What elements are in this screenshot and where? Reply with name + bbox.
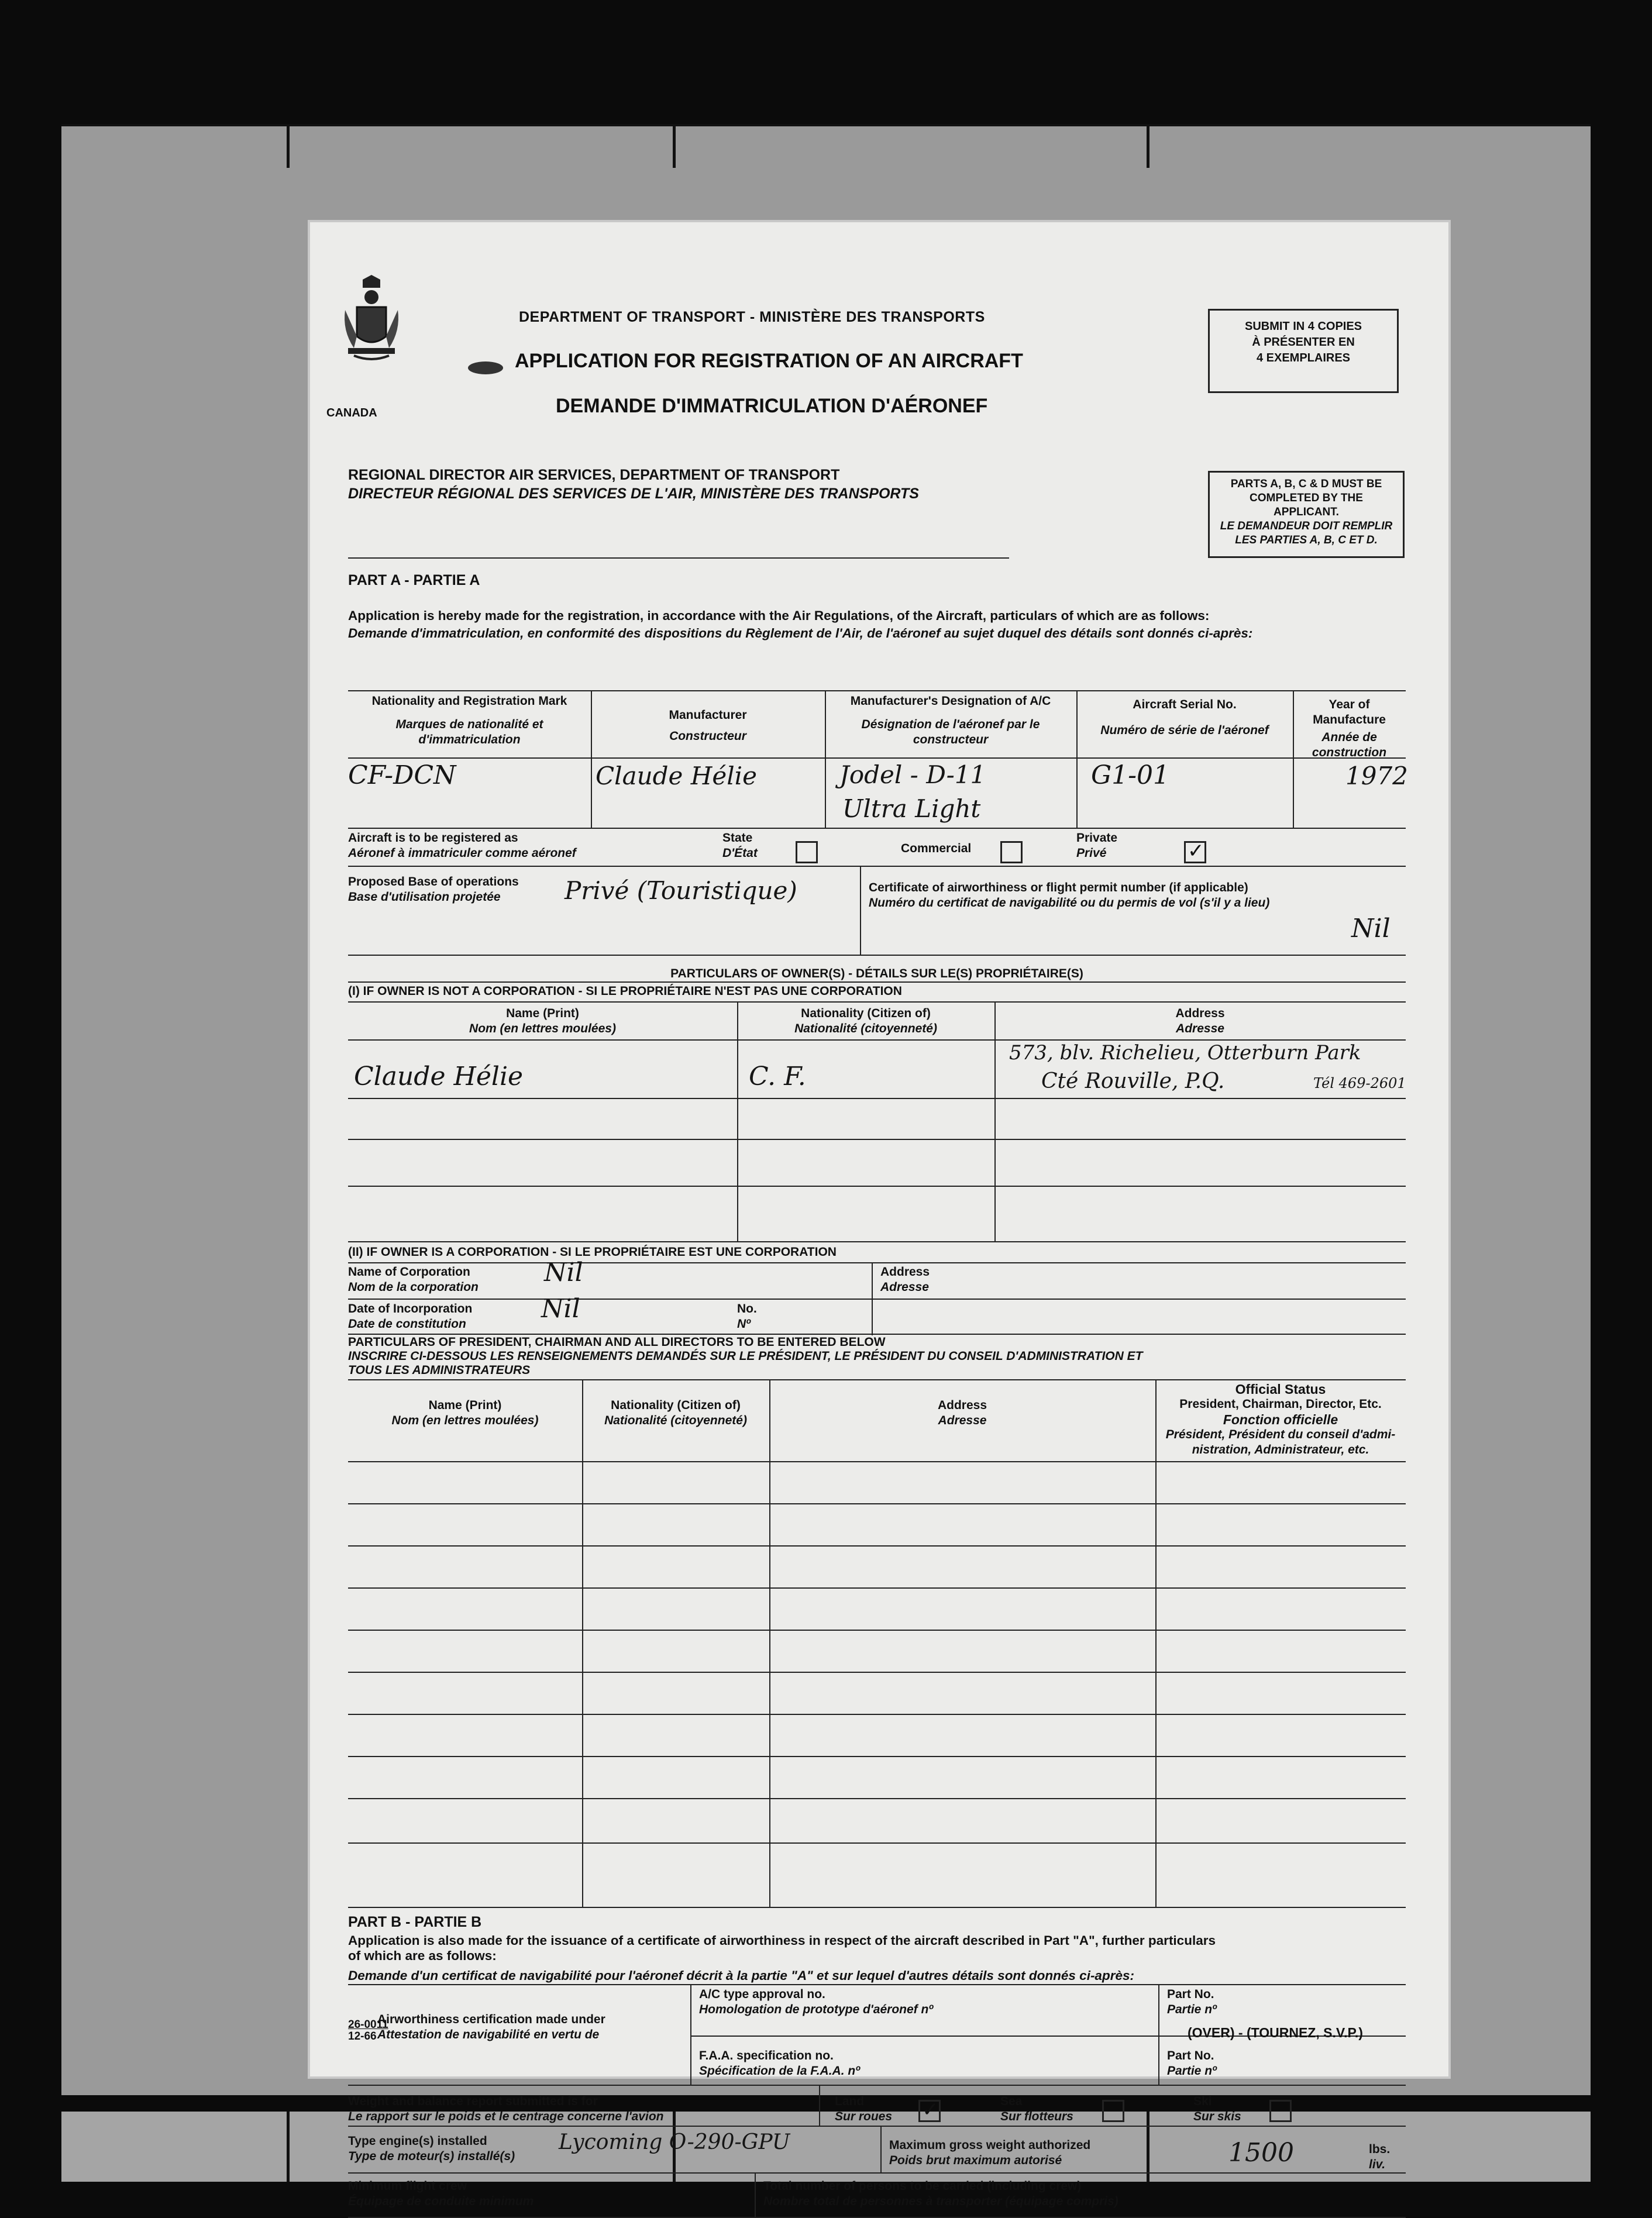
part-no-fr-1: Partie nº [1167, 2003, 1217, 2016]
weight-report-label [348, 2094, 663, 2124]
director-row-line-6 [348, 1714, 1406, 1715]
land-en: Land [835, 2095, 865, 2108]
director-row-line-7 [348, 1756, 1406, 1757]
part-no-fr-2: Partie nº [1167, 2064, 1217, 2078]
directors-heading-fr-1: INSCRIRE CI-DESSOUS LES RENSEIGNEMENTS DEMANDÉS SUR LE PRÉSIDENT, LE PRÉSIDENT DU CONSEIL D'ADMINISTRATION ET [348, 1349, 1143, 1363]
engine-fr: Type de moteur(s) installé(s) [348, 2150, 515, 2163]
top-divider-mid [673, 124, 676, 168]
owner-address-line-2: Cté Rouville, P.Q. [1041, 1069, 1225, 1093]
owner-table-bottom [348, 1241, 1406, 1242]
corp-date-label [348, 1301, 472, 1332]
crew-label [348, 2179, 534, 2209]
private-en: Private [1076, 831, 1118, 845]
col-registration-en: Nationality and Registration Mark [371, 694, 567, 708]
part-no-label-2 [1167, 2048, 1217, 2079]
manufacturer-value: Claude Hélie [596, 762, 757, 790]
engine-label [348, 2134, 515, 2164]
col-year-en: Year of Manufacture [1313, 698, 1386, 726]
commercial-label: Commercial [901, 842, 972, 855]
top-divider-right [1147, 124, 1149, 168]
max-weight-en: Maximum gross weight authorized [889, 2138, 1091, 2152]
corp-name-label [348, 1265, 479, 1295]
owner-nat-en: Nationality (Citizen of) [801, 1007, 931, 1020]
part-no-label-1 [1167, 1987, 1217, 2017]
cert-value: Nil [1351, 914, 1391, 943]
owner-row-line-1 [348, 1039, 1406, 1041]
turn-over-note: (OVER) - (TOURNEZ, S.V.P.) [1188, 2025, 1363, 2040]
director-row-line-4 [348, 1630, 1406, 1631]
form-date-value: 12-66 [348, 2030, 377, 2043]
form-title-en: APPLICATION FOR REGISTRATION OF AN AIRCRAFT [515, 350, 1023, 372]
base-fr: Base d'utilisation projetée [348, 890, 501, 904]
faa-fr: Spécification de la F.A.A. nº [699, 2064, 860, 2078]
director-addr-header [769, 1398, 1155, 1428]
directors-heading-en: PARTICULARS OF PRESIDENT, CHAIRMAN AND ALL DIRECTORS TO BE ENTERED BELOW [348, 1335, 886, 1349]
sea-fr: Sur flotteurs [1000, 2110, 1073, 2123]
designation-value-1: Jodel - D-11 [839, 760, 986, 789]
directors-header-bottom [348, 1461, 1406, 1462]
designation-value-2: Ultra Light [842, 794, 981, 823]
category-row-bottom [348, 866, 1406, 867]
engine-en: Type engine(s) installed [348, 2134, 487, 2148]
director-row-line-1 [348, 1503, 1406, 1504]
director-nat-header [582, 1398, 769, 1428]
part-b-row-line-1 [348, 2085, 1406, 2086]
part-b-intro-fr: Demande d'un certificat de navigabilité pour l'aéronef décrit à la partie "A" et sur lequel d'autres détails sont donnés ci-après: [348, 1968, 1134, 1983]
col-designation-en: Manufacturer's Designation of A/C [850, 694, 1051, 708]
submit-line-3: 4 EXEMPLAIRES [1256, 352, 1351, 364]
cert-under-fr: Attestation de navigabilité en vertu de [377, 2028, 600, 2041]
private-checkbox[interactable] [1184, 841, 1206, 863]
parts-en-1: PARTS A, B, C & D MUST BE [1230, 478, 1382, 490]
director-nat-fr: Nationalité (citoyenneté) [604, 1414, 747, 1427]
director-status-2: President, Chairman, Director, Etc. [1179, 1397, 1382, 1411]
corp-address-label [880, 1265, 930, 1295]
corp-name-fr: Nom de la corporation [348, 1280, 479, 1294]
register-as-en: Aircraft is to be registered as [348, 831, 518, 845]
department-title: DEPARTMENT OF TRANSPORT - MINISTÈRE DES TRANSPORTS [519, 309, 985, 325]
corp-date-value: Nil [541, 1294, 580, 1324]
owners-heading: PARTICULARS OF OWNER(S) - DÉTAILS SUR LE(S) PROPRIÉTAIRE(S) [670, 967, 1083, 980]
crew-divider [755, 2172, 756, 2217]
ink-smudge [468, 361, 503, 374]
part-b-heading: PART B - PARTIE B [348, 1914, 482, 1930]
faa-label [699, 2048, 860, 2079]
part-b-table-top [348, 1984, 1406, 1985]
type-approval-en: A/C type approval no. [699, 1988, 825, 2001]
owner-addr-fr: Adresse [1176, 1022, 1224, 1035]
director-row-line-5 [348, 1672, 1406, 1673]
faa-en: F.A.A. specification no. [699, 2049, 834, 2062]
part-b-row-line-3 [348, 2172, 1406, 2174]
corp-name-en: Name of Corporation [348, 1265, 470, 1279]
owner-name-value: Claude Hélie [354, 1062, 524, 1091]
col-serial-en: Aircraft Serial No. [1133, 698, 1237, 711]
not-corp-heading: (I) IF OWNER IS NOT A CORPORATION - SI LE PROPRIÉTAIRE N'EST PAS UNE CORPORATION [348, 984, 902, 998]
part-b-intro-en-2: of which are as follows: [348, 1948, 497, 1963]
part-b-row-line-2 [348, 2126, 1406, 2127]
submit-line-1: SUBMIT IN 4 COPIES [1244, 320, 1362, 333]
weight-report-fr: Le rapport sur le poids et le centrage concerne l'avion [348, 2110, 664, 2123]
cert-label [869, 880, 1269, 911]
check-mark-icon: ✓ [922, 2098, 939, 2121]
check-mark-icon: ✓ [1188, 839, 1204, 863]
gear-divider [819, 2085, 820, 2126]
weight-report-en: Weight and balance report submitted is for [348, 2095, 598, 2108]
director-name-header [348, 1398, 582, 1428]
owner-row-line-3 [348, 1139, 1406, 1140]
register-as-fr: Aéronef à immatriculer comme aéronef [348, 846, 576, 860]
top-border-line [61, 124, 1591, 126]
base-cert-divider [860, 866, 861, 955]
parts-required-box [1208, 471, 1405, 558]
persons-en: Total number of persons to be carried (including crew) [763, 2179, 1082, 2193]
ski-fr: Sur skis [1193, 2110, 1241, 2123]
owner-addr-header [994, 1006, 1406, 1036]
private-label [1076, 831, 1117, 861]
corp-date-en: Date of Incorporation [348, 1302, 473, 1315]
owner-col-div-2 [994, 1001, 996, 1241]
cert-fr: Numéro du certificat de navigabilité ou du permis de vol (s'il y a lieu) [869, 896, 1270, 910]
director-row-line-8 [348, 1798, 1406, 1799]
owner-nationality-value: C. F. [749, 1062, 806, 1091]
bottom-strip [61, 2112, 1591, 2182]
top-divider-left [287, 124, 290, 168]
part-no-en-1: Part No. [1167, 1988, 1214, 2001]
directors-table-bottom [348, 1907, 1406, 1908]
owner-row-line-4 [348, 1186, 1406, 1187]
col-manufacturer-header [591, 708, 825, 744]
form-title-fr: DEMANDE D'IMMATRICULATION D'AÉRONEF [556, 395, 988, 417]
year-value: 1972 [1345, 762, 1408, 790]
state-checkbox[interactable] [796, 841, 818, 863]
director-addr-en: Address [937, 1399, 987, 1412]
part-b-intro-en-1: Application is also made for the issuance of a certificate of airworthiness in respect of the aircraft described in Part "A", further particulars [348, 1933, 1216, 1948]
addressee-en: REGIONAL DIRECTOR AIR SERVICES, DEPARTMENT OF TRANSPORT [348, 467, 840, 483]
directors-col-div-1 [582, 1379, 583, 1907]
crew-en: Minimum flight crew [348, 2179, 467, 2193]
commercial-checkbox[interactable] [1000, 841, 1023, 863]
corp-heading-line [348, 1262, 1406, 1263]
corp-date-fr: Date de constitution [348, 1317, 466, 1331]
addressee-line [348, 557, 1009, 559]
owner-nat-header [737, 1006, 994, 1036]
land-checkbox[interactable] [918, 2100, 941, 2122]
directors-heading-fr-2: TOUS LES ADMINISTRATEURS [348, 1363, 531, 1377]
col-registration-fr: Marques de nationalité et d'immatriculation [395, 718, 543, 746]
part-b-div-1 [690, 1984, 691, 2085]
ski-en: Ski [1193, 2095, 1212, 2108]
director-status-1: Official Status [1235, 1382, 1326, 1397]
owner-col-div-1 [737, 1001, 738, 1241]
col-serial-fr: Numéro de série de l'aéronef [1100, 724, 1269, 737]
persons-fr: Nombre total de personnes à transporter (équipage compris) [763, 2195, 1118, 2208]
director-row-line-2 [348, 1545, 1406, 1547]
type-approval-label [699, 1987, 933, 2017]
coat-of-arms-emblem [339, 275, 404, 374]
part-a-heading: PART A - PARTIE A [348, 572, 480, 588]
base-en: Proposed Base of operations [348, 875, 519, 888]
base-value: Privé (Touristique) [565, 876, 797, 905]
max-weight-label [889, 2138, 1090, 2168]
directors-table-top [348, 1379, 1406, 1380]
corp-name-value: Nil [544, 1258, 583, 1287]
col-registration-header [348, 694, 591, 748]
director-status-4: Président, Président du conseil d'admi- [1165, 1428, 1396, 1441]
sea-checkbox[interactable] [1102, 2100, 1124, 2122]
crew-fr: Équipage de conduite minimum [348, 2195, 534, 2208]
director-row-line-3 [348, 1587, 1406, 1589]
submit-line-2: À PRÉSENTER EN [1252, 336, 1355, 349]
state-en: State [722, 831, 753, 845]
parts-fr-1: LE DEMANDEUR DOIT REMPLIR [1220, 520, 1393, 532]
col-serial-header [1076, 697, 1293, 738]
aircraft-table-header-bottom [348, 757, 1406, 759]
aircraft-table-bottom [348, 828, 1406, 829]
state-label [722, 831, 758, 861]
ski-checkbox[interactable] [1269, 2100, 1292, 2122]
max-weight-value: 1500 [1228, 2138, 1294, 2168]
sea-en: Sea [1000, 2095, 1023, 2108]
col-manufacturer-en: Manufacturer [669, 708, 747, 722]
col-year-fr: Année de construction [1312, 731, 1387, 759]
ski-label [1193, 2094, 1241, 2124]
corp-row-line [348, 1299, 1406, 1300]
engine-value: Lycoming O-290-GPU [559, 2130, 790, 2154]
engine-divider [880, 2126, 882, 2172]
col-year-header [1293, 697, 1406, 760]
part-a-intro-en: Application is hereby made for the registration, in accordance with the Air Regulations, of the Aircraft, particulars of which are as follows: [348, 608, 1210, 623]
owner-addr-en: Address [1175, 1007, 1225, 1020]
director-name-fr: Nom (en lettres moulées) [391, 1414, 539, 1427]
corp-address-en: Address [880, 1265, 930, 1279]
owner-row-line-2 [348, 1098, 1406, 1099]
state-fr: D'État [722, 846, 758, 860]
corp-no-label [737, 1301, 757, 1332]
director-status-header [1155, 1382, 1406, 1458]
col-designation-fr: Désignation de l'aéronef par le constructeur [861, 718, 1040, 746]
unit-en: lbs. [1369, 2143, 1391, 2156]
bottom-divider-left [287, 2112, 290, 2182]
type-approval-fr: Homologation de prototype d'aéronef nº [699, 2003, 933, 2016]
cert-under-label [377, 2012, 605, 2043]
owner-name-header [348, 1006, 737, 1036]
country-label: CANADA [326, 407, 377, 419]
part-a-intro-fr: Demande d'immatriculation, en conformité des dispositions du Règlement de l'Air, de l'aéronef au sujet duquel des détails sont donnés ci-après: [348, 626, 1253, 640]
director-nat-en: Nationality (Citizen of) [611, 1399, 741, 1412]
parts-en-2: COMPLETED BY THE [1250, 492, 1363, 504]
land-fr: Sur roues [835, 2110, 893, 2123]
form-number [348, 2019, 388, 2043]
registration-value: CF-DCN [348, 760, 456, 790]
persons-label [763, 2179, 1118, 2209]
private-fr: Privé [1076, 846, 1107, 860]
registration-form [310, 222, 1448, 2208]
owners-section-top [348, 955, 1406, 956]
directors-col-div-2 [769, 1379, 770, 1907]
bottom-divider-right [1147, 2112, 1149, 2182]
parts-fr-2: LES PARTIES A, B, C ET D. [1235, 534, 1378, 546]
cert-under-en: Airworthiness certification made under [377, 2013, 605, 2026]
corp-no-fr: Nº [737, 1317, 751, 1331]
owner-table-top [348, 1001, 1406, 1003]
director-status-5: nistration, Administrateur, etc. [1192, 1443, 1369, 1456]
max-weight-fr: Poids brut maximum autorisé [889, 2154, 1062, 2167]
base-label [348, 874, 519, 905]
register-as-label [348, 831, 576, 861]
owner-address-line-1: 573, blv. Richelieu, Otterburn Park [1009, 1041, 1361, 1065]
part-b-div-2 [1158, 1984, 1159, 2085]
form-number-value: 26-0011 [348, 2019, 388, 2031]
owner-name-fr: Nom (en lettres moulées) [469, 1022, 616, 1035]
unit-fr: liv. [1369, 2158, 1386, 2171]
part-no-en-2: Part No. [1167, 2049, 1214, 2062]
corp-address-fr: Adresse [880, 1280, 929, 1294]
owner-nat-fr: Nationalité (citoyenneté) [794, 1022, 937, 1035]
owner-phone: Tél 469-2601 [1313, 1075, 1406, 1091]
director-row-line-9 [348, 1842, 1406, 1844]
director-status-3: Fonction officielle [1223, 1412, 1338, 1427]
sea-label [1000, 2094, 1073, 2124]
cert-en: Certificate of airworthiness or flight permit number (if applicable) [869, 881, 1248, 894]
addressee-fr: DIRECTEUR RÉGIONAL DES SERVICES DE L'AIR, MINISTÈRE DES TRANSPORTS [348, 485, 919, 502]
serial-value: G1-01 [1091, 760, 1169, 790]
owners-heading-line [348, 981, 1406, 983]
owner-name-en: Name (Print) [506, 1007, 579, 1020]
col-manufacturer-fr: Constructeur [669, 729, 746, 743]
director-addr-fr: Adresse [938, 1414, 987, 1427]
directors-col-div-3 [1155, 1379, 1157, 1907]
director-name-en: Name (Print) [428, 1399, 502, 1412]
corp-heading: (II) IF OWNER IS A CORPORATION - SI LE PROPRIÉTAIRE EST UNE CORPORATION [348, 1245, 837, 1259]
parts-en-3: APPLICANT. [1274, 506, 1339, 518]
corp-no-en: No. [737, 1302, 757, 1315]
aircraft-table-top [348, 690, 1406, 691]
col-designation-header [825, 694, 1076, 748]
land-label [835, 2094, 892, 2124]
weight-unit [1369, 2142, 1390, 2172]
submit-copies-box [1208, 309, 1399, 393]
